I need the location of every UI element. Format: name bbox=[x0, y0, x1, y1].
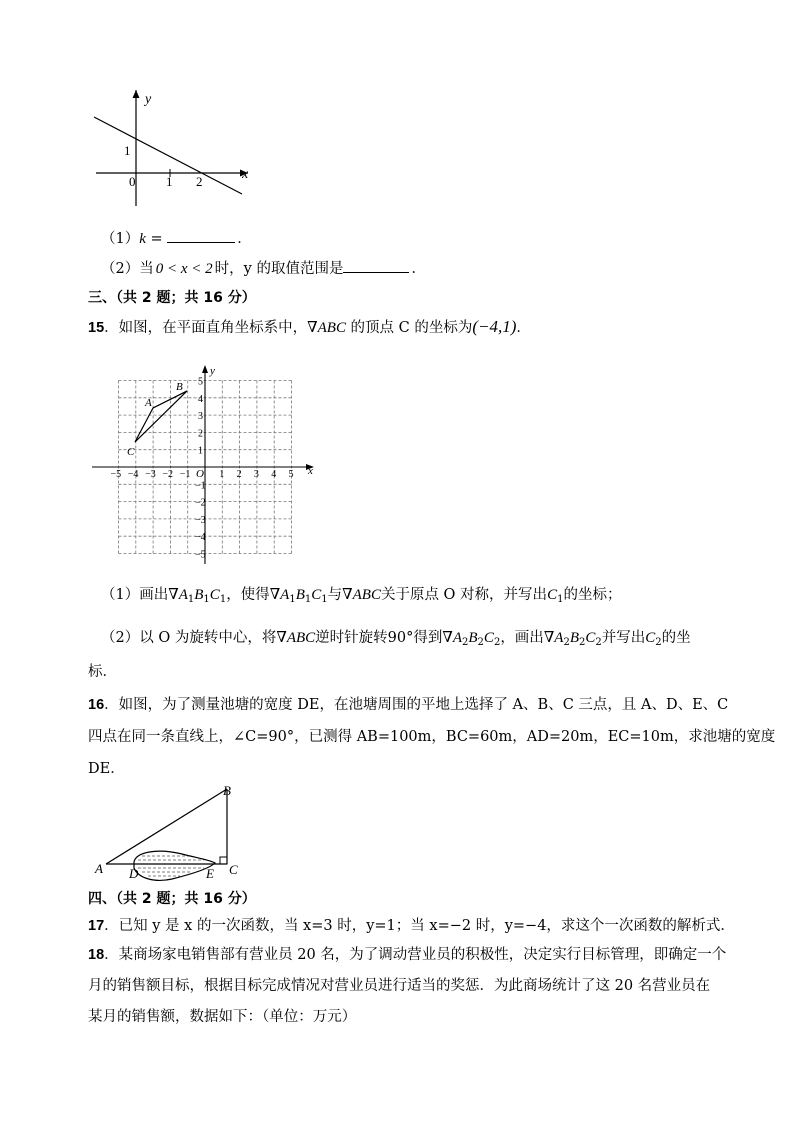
linear-function-graph bbox=[90, 86, 260, 210]
y-axis-label: y bbox=[145, 92, 152, 107]
point-b-label: B bbox=[223, 783, 231, 798]
y-tick-label: −1 bbox=[195, 480, 206, 492]
y-tick-label: 5 bbox=[198, 376, 203, 388]
x-tick-1-label: 1 bbox=[166, 174, 173, 189]
q15-part2: （2）以 O 为旋转中心，将∇ABC逆时针旋转90°得到$\nabla A_2B_2C_2$，画出$\nabla A_2B_2C_2$并写出$C_2$的坐 bbox=[101, 630, 691, 648]
q18-line1: 18．某商场家电销售部有营业员 20 名，为了调动营业员的积极性，决定实行目标管理，即确定一个 bbox=[88, 947, 727, 963]
question-number: 15 bbox=[88, 320, 105, 336]
x-tick-label: −3 bbox=[145, 469, 156, 480]
point-a-label: A bbox=[95, 861, 103, 876]
point-c-label: C bbox=[127, 446, 135, 458]
q16-line2: 四点在同一条直线上，∠C=90°，已测得 AB=100m，BC=60m，AD=20m，EC=10m，求池塘的宽度 bbox=[88, 729, 776, 745]
point-b-label: B bbox=[176, 381, 183, 393]
x-tick-label: −4 bbox=[127, 469, 139, 480]
coordinate-grid-figure bbox=[90, 364, 320, 564]
q15-stem: 15．如图，在平面直角坐标系中，∇ABC 的顶点 C 的坐标为(−4,1)． bbox=[88, 317, 531, 336]
question-number: 16 bbox=[88, 697, 105, 713]
origin-label: 0 bbox=[129, 174, 136, 189]
y-tick-label: −2 bbox=[195, 497, 206, 509]
q14-part2: （2）当 0 < x < 2 时，y 的取值范围是 ． bbox=[101, 258, 426, 279]
segment-ab bbox=[106, 789, 227, 864]
y-tick-label: 1 bbox=[198, 445, 203, 457]
section-4-heading: 四、（共 2 题；共 16 分） bbox=[88, 891, 256, 907]
y-axis-arrow bbox=[202, 365, 208, 373]
origin-label: O bbox=[196, 468, 204, 480]
x-tick-label: −2 bbox=[162, 469, 174, 480]
y-axis-arrow bbox=[133, 90, 140, 98]
triangle-side-ab2 bbox=[153, 391, 187, 408]
point-d-label: D bbox=[129, 866, 139, 881]
answer-blank-range[interactable] bbox=[343, 258, 409, 273]
point-a-label: A bbox=[145, 397, 152, 409]
x-tick-label: 2 bbox=[236, 469, 242, 480]
y-tick-label: −3 bbox=[195, 514, 206, 526]
point-c-label: C bbox=[229, 862, 238, 877]
y-tick-label: 3 bbox=[198, 411, 203, 423]
x-tick-label: −5 bbox=[110, 469, 122, 480]
q15-part1: （1）画出$\nabla A_1B_1C_1$，使得$\nabla A_1B_1C_1$与∇ABC关于原点 O 对称，并写出$C_1$的坐标； bbox=[101, 587, 622, 605]
right-angle-marker bbox=[220, 857, 227, 864]
q18-line3: 某月的销售额，数据如下：（单位：万元） bbox=[88, 1009, 357, 1025]
q14-part1: （1）k = ． bbox=[101, 228, 252, 249]
point-e-label: E bbox=[206, 866, 214, 881]
q15-part2-cont: 标． bbox=[88, 664, 117, 680]
question-number: 17 bbox=[88, 918, 105, 934]
triangle-side-ab bbox=[135, 408, 153, 442]
q18-line2: 月的销售额目标，根据目标完成情况对营业员进行适当的奖惩．为此商场统计了这 20 名营业员在 bbox=[88, 978, 711, 994]
answer-blank-k[interactable] bbox=[167, 228, 235, 243]
y-axis-label: y bbox=[210, 365, 215, 377]
x-tick-label: 3 bbox=[253, 469, 259, 480]
triangle-side-ac bbox=[135, 391, 187, 442]
y-tick-label: 4 bbox=[198, 393, 203, 405]
x-axis-label: x bbox=[242, 167, 249, 182]
x-tick-label: 4 bbox=[271, 469, 277, 480]
x-tick-label: −1 bbox=[179, 469, 191, 480]
x-axis-label: x bbox=[308, 465, 313, 477]
y-tick-label: 2 bbox=[198, 428, 203, 440]
section-3-heading: 三、（共 2 题；共 16 分） bbox=[88, 290, 256, 306]
q16-line3: DE． bbox=[88, 761, 125, 777]
x-tick-label: 1 bbox=[219, 469, 225, 480]
y-tick-label: −5 bbox=[195, 549, 206, 561]
q16-line1: 16．如图，为了测量池塘的宽度 DE，在池塘周围的平地上选择了 A、B、C 三点，且 A、D、E、C bbox=[88, 697, 729, 713]
x-intercept-label: 2 bbox=[196, 174, 203, 189]
question-number: 18 bbox=[88, 947, 105, 963]
pond-triangle-figure bbox=[92, 782, 252, 892]
y-tick-label: −4 bbox=[195, 532, 206, 544]
q17-stem: 17．已知 y 是 x 的一次函数，当 x=3 时，y=1；当 x=−2 时，y=−4，求这个一次函数的解析式． bbox=[88, 918, 735, 934]
x-tick-label: 5 bbox=[288, 469, 294, 480]
y-intercept-label: 1 bbox=[124, 143, 131, 158]
